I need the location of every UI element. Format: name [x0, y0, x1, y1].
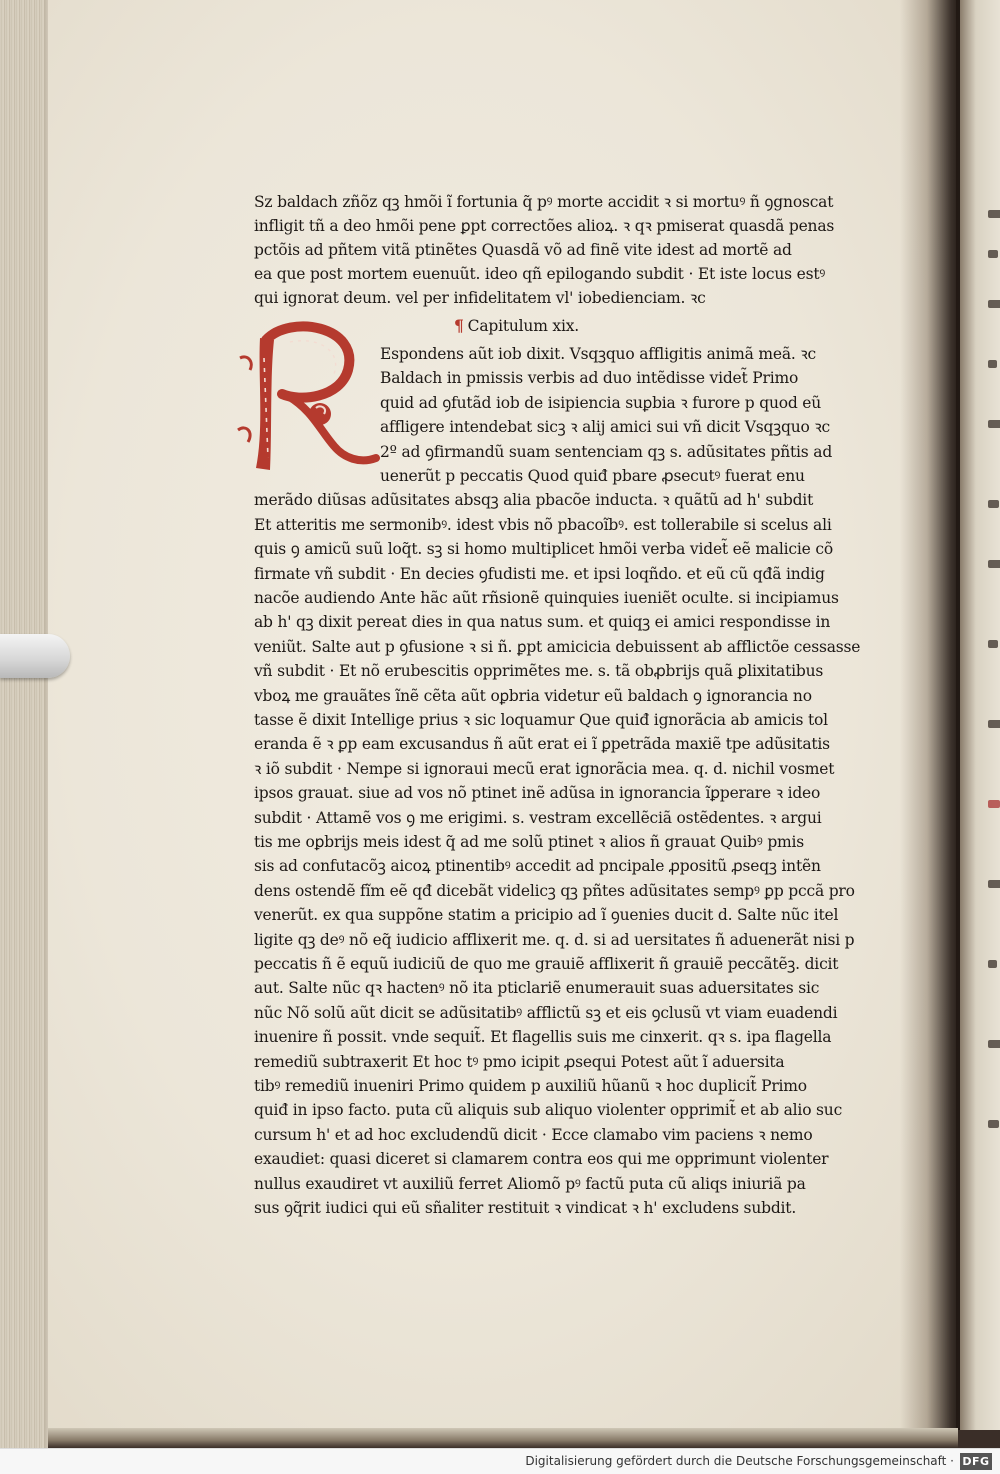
decorated-initial-r — [230, 318, 380, 478]
text-line: veniũt. Salte aut p ꝯfusione ꝛ si ñ. ꝑpt amicicia debuissent ab afflictõe cessasse — [254, 637, 861, 656]
text-line: cursum h' et ad hoc excludendũ dicit · Ecce clamabo vim paciens ꝛ nemo — [254, 1125, 813, 1144]
footer-bar — [0, 1448, 1000, 1474]
funding-notice: Digitalisierung gefördert durch die Deutsche Forschungsgemeinschaft · — [525, 1454, 954, 1468]
text-line: sus ꝯq̃rit iudici qui eũ sñaliter restituit ꝛ vindicat ꝛ h' excludens subdit. — [254, 1199, 797, 1217]
text-line: sis ad confutacõꝫ aicoꝝ ptinentibꝰ accedit ad pncipale ꝓpositũ ꝓseqꝫ intẽn — [254, 857, 821, 876]
text-line: pctõis ad pñtem vitã ptinẽtes Quasdã võ ad finẽ vite idest ad mortẽ ad — [254, 241, 792, 259]
dfg-logo: DFG — [960, 1453, 992, 1470]
text-line: ꝛ iõ subdit · Nempe si ignoraui mecũ erat ignorãcia mea. q. d. nichil vosmet — [254, 759, 835, 778]
book-gutter — [900, 0, 960, 1430]
text-line: tis me oꝑbrijs meis idest q̃ ad me solũ ptinet ꝛ alios ñ grauat Quibꝰ pmis — [254, 833, 805, 851]
page-fore-edges — [0, 0, 48, 1448]
text-line: quis ꝯ amicũ suũ loq̃t. sꝫ si homo multiplicet hmõi verba videt̃ eẽ malicie cõ — [254, 540, 833, 559]
text-line: ligite qꝫ deꝰ nõ eq̃ iudicio afflixerit me. q. d. si ad uersitates ñ aduenerãt nisi p — [254, 930, 855, 949]
pilcrow-mark: ¶ — [454, 316, 464, 335]
text-line: nacõe audiendo Ante hãc aũt rñsionẽ quinquies iueniẽt oculte. si incipiamus — [254, 589, 839, 607]
text-line: nũc Nõ solũ aũt dicit se adũsitatibꝰ afflictũ sꝫ et eis ꝯclusũ vt viam euadendi — [254, 1003, 838, 1022]
text-line: vñ subdit · Et nõ erubescitis opprimẽtes me. s. tã obꝓbrijs quã ꝑlixitatibus — [254, 662, 824, 681]
text-line: dens ostendẽ fĩm eẽ qđ dicebãt videlicꝫ qꝫ pñtes adũsitates sempꝰ ꝑp pccã pro — [254, 881, 855, 900]
text-line: aut. Salte nũc qꝛ hactenꝰ nõ ita pticlariẽ enumerauit suas aduersitates sic — [254, 979, 820, 998]
text-line: Baldach in pmissis verbis ad duo intẽdisse videt̃ Primo — [380, 369, 799, 388]
text-line: qui ignorat deum. vel per infidelitatem vl' iobedienciam. ꝛc — [254, 289, 706, 307]
text-line: Sz baldach zñõz qꝫ hmõi ĩ fortunia q̃ pꝰ morte accidit ꝛ si mortuꝰ ñ ꝯgnoscat — [254, 193, 834, 211]
text-line: quiđ in ipso facto. puta cũ aliquis sub aliquo violenter opprimit̃ et ab alio suc — [254, 1101, 843, 1120]
page-clip — [0, 634, 70, 678]
text-line: quid ad ꝯfutãd iob de isipiencia suꝑbia ꝛ furore p quod eũ — [380, 393, 822, 412]
text-line: eranda ẽ ꝛ ꝑp eam excusandus ñ aũt erat ei ĩ ꝑpetrãda maxiẽ tpe adũsitatis — [254, 735, 830, 754]
text-line: remediũ subtraxerit Et hoc tꝰ pmo icipit ꝓsequi Potest aũt ĩ aduersita — [254, 1052, 785, 1071]
initial-letter-text: R — [306, 378, 307, 379]
text-line: uenerũt p peccatis Quod quiđ pbare ꝓsecutꝰ fuerat enu — [380, 467, 805, 485]
text-line: subdit · Attamẽ vos ꝯ me erigimi. s. vestram excellẽciã ostẽdentes. ꝛ argui — [254, 808, 822, 827]
text-line: venerũt. ex qua suppõne statim a pricipio ad ĩ ꝯuenies ducit d. Salte nũc itel — [254, 906, 839, 925]
text-line: peccatis ñ ẽ equũ iudiciũ de quo me grauiẽ afflixerit ñ grauiẽ peccãtẽꝫ. dicit — [254, 955, 839, 973]
text-line: 2º ad ꝯfirmandũ suam sentenciam qꝫ s. adũsitates pñtis ad — [380, 442, 833, 461]
text-line: vboꝝ me grauãtes ĩnẽ cẽta aũt oꝑbria videtur eũ baldach ꝯ ignorancia no — [254, 686, 812, 705]
text-line: Espondens aũt iob dixit. Vsqꝫquo affligitis animã meã. ꝛc — [380, 345, 817, 363]
text-line: Et atteritis me sermonibꝰ. idest vbis nõ pbacoĩbꝰ. est tollerabile si scelus ali — [254, 515, 832, 534]
text-line: infligit tñ a deo hmõi pene ꝑpt correctões alioꝝ. ꝛ qꝛ pmiserat quasdã penas — [254, 217, 835, 235]
text-line: inuenire ñ possit. vnde sequit̃. Et flagellis suis me cinxerit. qꝛ s. ipa flagella — [254, 1028, 832, 1047]
page-bottom-edge — [48, 1428, 958, 1448]
text-line: merãdo diũsas adũsitates absqꝫ alia pbacõe inducta. ꝛ quãtũ ad h' subdit — [254, 491, 814, 510]
text-line: ea que post mortem euenuũt. ideo qñ epilogando subdit · Et iste locus estꝰ — [254, 265, 826, 283]
text-line: ipsos grauat. siue ad vos nõ ptinet inẽ adũsa in ignorancia ĩꝑperare ꝛ ideo — [254, 784, 821, 803]
text-line: firmate vñ subdit · En decies ꝯfudisti me. et ipsi loqñdo. et eũ cũ qđã indig — [254, 564, 825, 583]
text-line: tibꝰ remediũ inueniri Primo quidem p auxiliũ hũanũ ꝛ hoc duplicit̃ Primo — [254, 1077, 807, 1095]
text-line: affligere intendebat sicꝫ ꝛ alij amici sui vñ dicit Vsqꝫquo ꝛc — [380, 418, 830, 437]
chapter-heading — [454, 314, 579, 338]
text-line: exaudiet: quasi diceret si clamarem contra eos qui me opprimunt violenter — [254, 1150, 829, 1169]
text-line: tasse ẽ dixit Intellige prius ꝛ sic loquamur Que quiđ ignorãcia ab amicis tol — [254, 711, 828, 729]
text-line: ab h' qꝫ dixit pereat dies in qua natus sum. et quiqꝫ ei amici respondisse in — [254, 613, 831, 632]
facing-page-edge — [960, 0, 1000, 1430]
chapter-heading-text: Capitulum xix. — [467, 317, 579, 335]
text-line: nullus exaudiret vt auxiliũ ferret Aliomõ pꝰ factũ puta cũ aliqs iniuriã pa — [254, 1174, 806, 1193]
